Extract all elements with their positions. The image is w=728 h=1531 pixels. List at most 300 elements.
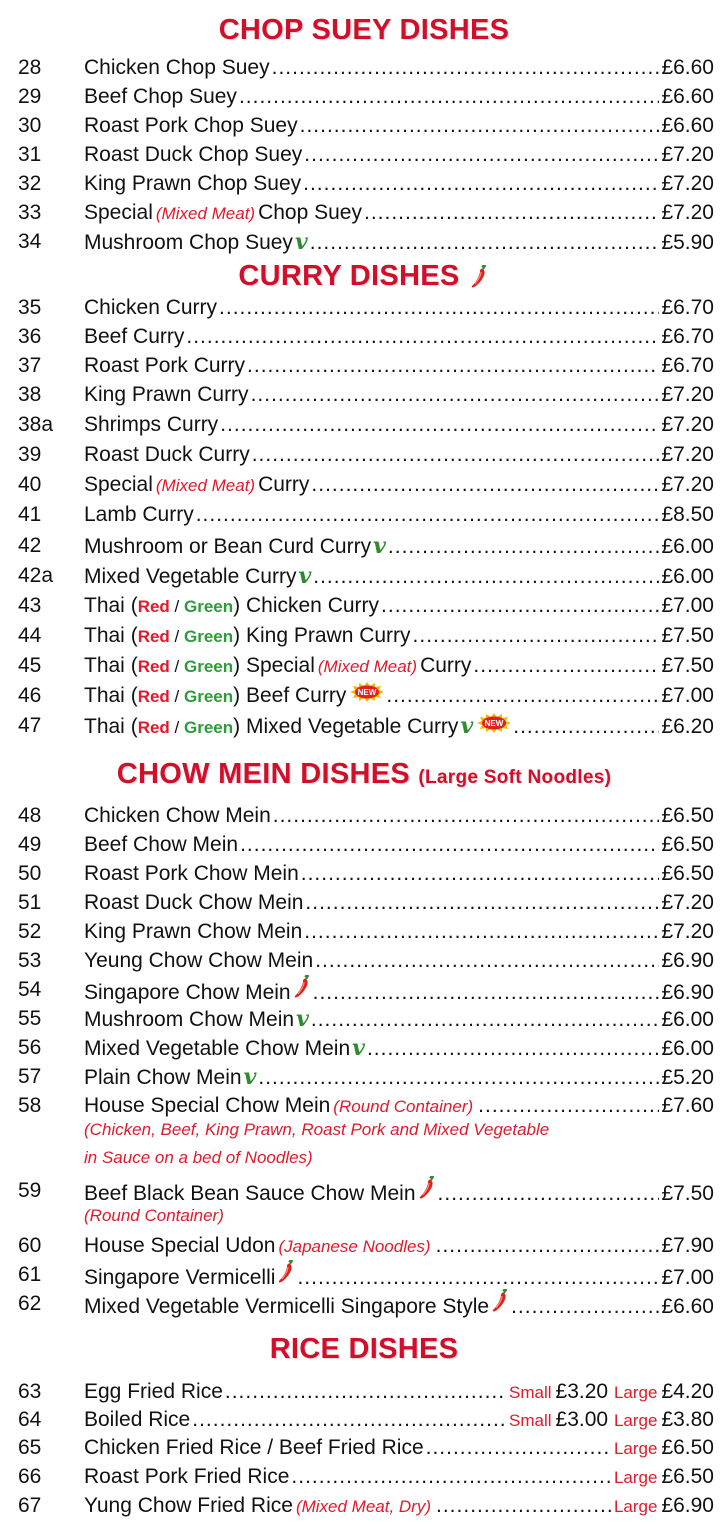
item-price: £6.90 xyxy=(661,981,714,1004)
menu-item xyxy=(0,946,728,976)
item-description xyxy=(84,859,714,889)
item-name: Beef Curry xyxy=(245,684,347,707)
item-price: £5.20 xyxy=(661,1066,714,1089)
item-name: Yung Chow Fried Rice xyxy=(84,1494,293,1517)
dot-leader xyxy=(300,111,660,141)
item-price: £6.50 xyxy=(661,804,714,827)
item-price: £7.20 xyxy=(661,473,714,496)
item-name: Beef Black Bean Sauce Chow Mein xyxy=(84,1182,416,1205)
menu-item xyxy=(0,681,728,711)
dot-leader xyxy=(225,1377,507,1407)
item-note: (Round Container) xyxy=(333,1097,474,1116)
item-description xyxy=(84,351,714,381)
item-name: Chicken Chop Suey xyxy=(84,56,270,79)
item-name: Beef Curry xyxy=(84,325,185,348)
item-price: £7.00 xyxy=(661,684,714,707)
item-description xyxy=(84,198,714,229)
item-number: 32 xyxy=(18,172,42,195)
item-number: 48 xyxy=(18,804,42,827)
size-label-small: Small xyxy=(509,1411,552,1430)
item-price: £6.00 xyxy=(661,1037,714,1060)
menu-item xyxy=(0,322,728,352)
option-red: Red xyxy=(137,657,170,676)
menu-item xyxy=(0,53,728,83)
item-number: 47 xyxy=(18,714,42,737)
menu-item xyxy=(0,1491,728,1521)
item-description xyxy=(84,169,714,199)
item-detail: (Chicken, Beef, King Prawn, Roast Pork and Mixed Vegetable xyxy=(84,1120,550,1139)
item-description xyxy=(84,1004,714,1035)
item-price: £6.70 xyxy=(661,354,714,377)
dot-leader xyxy=(301,859,660,889)
item-name: Mushroom Chop Suey xyxy=(84,231,293,254)
menu-item xyxy=(0,470,728,500)
item-price: £7.00 xyxy=(661,1266,714,1289)
dot-leader xyxy=(252,440,660,470)
item-number: 44 xyxy=(18,624,42,647)
menu-item xyxy=(0,500,728,530)
item-number: 51 xyxy=(18,891,42,914)
menu-item xyxy=(0,380,728,410)
paren: ( xyxy=(130,715,138,738)
item-name: House Special Udon xyxy=(84,1234,276,1257)
menu-item xyxy=(0,888,728,918)
item-description xyxy=(84,830,714,860)
item-description xyxy=(84,227,714,258)
item-price: £7.90 xyxy=(661,1234,714,1257)
item-price: £7.50 xyxy=(661,1182,714,1205)
item-number: 40 xyxy=(18,473,42,496)
item-number: 54 xyxy=(18,978,42,1001)
item-name-tail: Curry xyxy=(258,473,310,496)
item-prefix: Thai xyxy=(84,715,125,738)
item-price-small: £3.00 xyxy=(555,1408,609,1431)
item-number: 60 xyxy=(18,1234,42,1257)
item-name: King Prawn Curry xyxy=(84,383,249,406)
item-price: £6.00 xyxy=(661,1008,714,1031)
dot-leader xyxy=(315,946,659,976)
separator: / xyxy=(169,718,184,737)
vegetarian-icon: v xyxy=(294,229,308,255)
item-name: Mixed Vegetable Chow Mein xyxy=(84,1037,351,1060)
menu-item xyxy=(0,198,728,228)
item-name: Roast Pork Chop Suey xyxy=(84,114,298,137)
option-green: Green xyxy=(184,687,234,706)
option-red: Red xyxy=(137,627,170,646)
dot-leader xyxy=(388,532,660,562)
paren: ) xyxy=(233,684,241,707)
dot-leader xyxy=(303,169,659,199)
menu-item xyxy=(0,1462,728,1492)
item-description xyxy=(84,801,714,831)
item-description xyxy=(84,1289,714,1322)
menu-item xyxy=(0,830,728,860)
item-description xyxy=(84,380,714,410)
item-description xyxy=(84,946,714,976)
menu-item xyxy=(0,859,728,889)
separator: / xyxy=(169,627,184,646)
item-number: 61 xyxy=(18,1263,42,1286)
item-name: Roast Pork Curry xyxy=(84,354,246,377)
menu-item xyxy=(0,1433,728,1463)
vegetarian-icon: v xyxy=(373,533,386,559)
menu-item xyxy=(0,531,728,561)
item-price: £6.50 xyxy=(661,1465,714,1488)
dot-leader xyxy=(247,351,659,381)
item-price: £6.50 xyxy=(661,833,714,856)
item-name: Roast Pork Fried Rice xyxy=(84,1465,290,1488)
dot-leader xyxy=(311,1005,660,1035)
dot-leader xyxy=(386,681,659,711)
item-number: 49 xyxy=(18,833,42,856)
menu-item xyxy=(0,82,728,112)
item-note: (Mixed Meat, Dry) xyxy=(295,1497,432,1516)
item-description xyxy=(84,1491,714,1522)
section-title: RICE DISHES xyxy=(269,1333,459,1365)
item-name: Chicken Curry xyxy=(245,594,380,617)
item-number: 41 xyxy=(18,503,42,526)
dot-leader xyxy=(273,801,660,831)
section-title: CURRY DISHES xyxy=(238,260,460,292)
item-number: 30 xyxy=(18,114,42,137)
menu-item xyxy=(0,1033,728,1063)
item-description xyxy=(84,410,714,440)
item-price: £7.50 xyxy=(661,654,714,677)
size-label-small: Small xyxy=(509,1383,552,1402)
item-name: Mixed Vegetable Vermicelli Singapore Style xyxy=(84,1295,490,1318)
item-price: £6.90 xyxy=(661,1494,714,1517)
item-name: Mixed Vegetable Curry xyxy=(245,715,459,738)
item-name: Roast Duck Chop Suey xyxy=(84,143,303,166)
menu-item xyxy=(0,1004,728,1034)
dot-leader xyxy=(272,53,660,83)
item-description xyxy=(84,1462,714,1493)
item-name: King Prawn Curry xyxy=(245,624,411,647)
option-red: Red xyxy=(137,597,170,616)
item-number: 58 xyxy=(18,1094,42,1117)
new-badge-icon xyxy=(477,712,511,732)
item-price: £6.60 xyxy=(661,114,714,137)
menu-item xyxy=(0,140,728,170)
item-price: £6.70 xyxy=(661,325,714,348)
menu-item xyxy=(0,801,728,831)
section-title: CHOP SUEY DISHES xyxy=(218,14,510,46)
item-prefix: Thai xyxy=(84,624,125,647)
item-price: £7.20 xyxy=(661,443,714,466)
item-price: £7.20 xyxy=(661,920,714,943)
item-number: 36 xyxy=(18,325,42,348)
size-label-large: Large xyxy=(613,1468,658,1487)
item-name: Mixed Vegetable Curry xyxy=(84,565,297,588)
item-description xyxy=(84,140,714,170)
item-name: Beef Chow Mein xyxy=(84,833,239,856)
dot-leader xyxy=(219,293,659,323)
dot-leader xyxy=(251,380,660,410)
item-number: 62 xyxy=(18,1292,42,1315)
item-price: £8.50 xyxy=(661,503,714,526)
item-prefix: Thai xyxy=(84,654,125,677)
item-price: £6.00 xyxy=(661,535,714,558)
item-description xyxy=(84,591,714,622)
dot-leader xyxy=(381,591,659,621)
item-name: Egg Fried Rice xyxy=(84,1380,223,1403)
dot-leader xyxy=(513,712,659,742)
size-label-large: Large xyxy=(613,1411,658,1430)
dot-leader xyxy=(186,322,659,352)
item-price: £6.70 xyxy=(661,296,714,319)
item-name: Singapore Vermicelli xyxy=(84,1266,276,1289)
menu-item xyxy=(0,1377,728,1407)
dot-leader xyxy=(413,621,660,651)
dot-leader xyxy=(304,140,659,170)
vegetarian-icon: v xyxy=(296,1006,309,1032)
item-number: 46 xyxy=(18,684,42,707)
dot-leader xyxy=(436,1491,612,1521)
item-number: 39 xyxy=(18,443,42,466)
item-name: Roast Duck Chow Mein xyxy=(84,891,304,914)
menu-item xyxy=(0,917,728,947)
item-name: Special xyxy=(84,201,153,224)
item-number: 43 xyxy=(18,594,42,617)
item-name: Plain Chow Mein xyxy=(84,1066,242,1089)
item-description xyxy=(84,561,714,592)
item-price: £7.20 xyxy=(661,143,714,166)
item-price: £7.20 xyxy=(661,201,714,224)
item-description xyxy=(84,888,714,918)
size-label-large: Large xyxy=(613,1383,658,1402)
option-green: Green xyxy=(184,597,234,616)
item-name: Mushroom or Bean Curd Curry xyxy=(84,535,372,558)
paren: ) xyxy=(233,654,241,677)
item-description xyxy=(84,681,714,712)
item-name: Boiled Rice xyxy=(84,1408,191,1431)
menu-item xyxy=(0,711,728,741)
item-description xyxy=(84,917,714,947)
item-name: Roast Pork Chow Mein xyxy=(84,862,299,885)
vegetarian-icon: v xyxy=(298,563,312,589)
dot-leader xyxy=(258,1063,659,1093)
item-name: Chicken Fried Rice / Beef Fried Rice xyxy=(84,1436,424,1459)
dot-leader xyxy=(240,830,659,860)
dot-leader xyxy=(196,500,660,530)
chili-icon xyxy=(293,975,311,999)
item-name: Chicken Curry xyxy=(84,296,218,319)
dot-leader xyxy=(364,198,659,228)
item-number: 67 xyxy=(18,1494,42,1517)
item-name: Singapore Chow Mein xyxy=(84,981,291,1004)
item-price: £4.20 xyxy=(661,1380,714,1403)
dot-leader xyxy=(438,1179,660,1209)
menu-item xyxy=(0,1176,728,1206)
paren: ( xyxy=(130,594,138,617)
item-price: £6.50 xyxy=(661,862,714,885)
item-name: King Prawn Chop Suey xyxy=(84,172,302,195)
chili-icon xyxy=(277,1260,295,1284)
size-label-large: Large xyxy=(613,1439,658,1458)
item-number: 57 xyxy=(18,1065,42,1088)
item-name: Roast Duck Curry xyxy=(84,443,250,466)
item-price: £7.60 xyxy=(661,1094,714,1117)
item-description xyxy=(84,53,714,83)
item-number: 37 xyxy=(18,354,42,377)
svg-text:NEW: NEW xyxy=(484,719,504,728)
dot-leader xyxy=(220,410,659,440)
item-name: House Special Chow Mein xyxy=(84,1094,331,1117)
item-description xyxy=(84,1033,714,1064)
dot-leader xyxy=(239,82,660,112)
vegetarian-icon: v xyxy=(352,1035,365,1061)
item-number: 53 xyxy=(18,949,42,972)
menu-item xyxy=(0,293,728,323)
item-number: 35 xyxy=(18,296,42,319)
item-description xyxy=(84,711,714,743)
item-price: £6.00 xyxy=(661,565,714,588)
paren: ( xyxy=(130,654,138,677)
item-name: Lamb Curry xyxy=(84,503,194,526)
menu-item xyxy=(0,1062,728,1092)
option-red: Red xyxy=(137,687,170,706)
menu-item xyxy=(0,227,728,257)
item-name: King Prawn Chow Mein xyxy=(84,920,303,943)
item-price: £7.20 xyxy=(661,413,714,436)
dot-leader xyxy=(310,228,660,258)
item-detail: (Round Container) xyxy=(84,1206,224,1225)
item-description xyxy=(84,322,714,352)
item-price: £5.90 xyxy=(661,231,714,254)
item-number: 38a xyxy=(18,413,54,436)
item-name: Yeung Chow Chow Mein xyxy=(84,949,314,972)
item-name: Beef Chop Suey xyxy=(84,85,237,108)
item-price: £6.60 xyxy=(661,85,714,108)
item-name-tail: Curry xyxy=(420,654,472,677)
item-number: 28 xyxy=(18,56,42,79)
item-number: 34 xyxy=(18,230,42,253)
item-number: 42a xyxy=(18,564,54,587)
size-label-large: Large xyxy=(613,1497,658,1516)
item-note: (Japanese Noodles) xyxy=(278,1237,431,1256)
menu-item xyxy=(0,1289,728,1319)
item-number: 55 xyxy=(18,1007,42,1030)
dot-leader xyxy=(367,1034,659,1064)
dot-leader xyxy=(436,1231,660,1261)
menu-item xyxy=(0,621,728,651)
item-price: £7.50 xyxy=(661,624,714,647)
menu-item xyxy=(0,111,728,141)
item-description xyxy=(84,621,714,652)
paren: ( xyxy=(130,624,138,647)
item-price: £6.50 xyxy=(661,1436,714,1459)
paren: ) xyxy=(233,624,241,647)
item-number: 52 xyxy=(18,920,42,943)
item-price: £7.20 xyxy=(661,172,714,195)
chili-icon xyxy=(491,1289,509,1313)
item-price: £6.60 xyxy=(661,56,714,79)
item-price-small: £3.20 xyxy=(555,1380,609,1403)
item-number: 65 xyxy=(18,1436,42,1459)
item-number: 33 xyxy=(18,201,42,224)
item-description xyxy=(84,1405,714,1436)
item-note: (Mixed Meat) xyxy=(317,657,418,676)
section-heading xyxy=(0,260,728,293)
item-description xyxy=(84,1231,714,1262)
item-number: 38 xyxy=(18,383,42,406)
menu-item xyxy=(0,561,728,591)
menu-item xyxy=(0,651,728,681)
item-price: £7.00 xyxy=(661,594,714,617)
item-number: 59 xyxy=(18,1179,42,1202)
vegetarian-icon: v xyxy=(243,1064,257,1090)
item-description xyxy=(84,293,714,323)
menu-item xyxy=(0,591,728,621)
item-price: £6.20 xyxy=(661,715,714,738)
dot-leader xyxy=(311,470,659,500)
item-prefix: Thai xyxy=(84,594,125,617)
item-price: £3.80 xyxy=(661,1408,714,1431)
option-green: Green xyxy=(184,657,234,676)
item-description xyxy=(84,82,714,112)
item-price: £7.20 xyxy=(661,891,714,914)
item-description xyxy=(84,440,714,470)
item-number: 45 xyxy=(18,654,42,677)
menu-item xyxy=(0,351,728,381)
item-description xyxy=(84,500,714,530)
chili-icon xyxy=(418,1176,436,1200)
dot-leader xyxy=(426,1433,612,1463)
section-title: CHOW MEIN DISHES xyxy=(116,758,410,790)
item-description xyxy=(84,1377,714,1408)
item-description xyxy=(84,1433,714,1464)
section-heading xyxy=(0,14,728,47)
option-green: Green xyxy=(184,627,234,646)
menu-item xyxy=(0,1405,728,1435)
menu-item xyxy=(0,975,728,1005)
separator: / xyxy=(169,687,184,706)
item-note: (Mixed Meat) xyxy=(155,476,256,495)
dot-leader xyxy=(304,917,659,947)
section-subtitle: (Large Soft Noodles) xyxy=(418,767,612,788)
item-number: 31 xyxy=(18,143,42,166)
item-number: 64 xyxy=(18,1408,42,1431)
dot-leader xyxy=(511,1292,659,1322)
chili-icon xyxy=(468,264,490,288)
new-badge-icon xyxy=(350,681,384,701)
item-description xyxy=(84,111,714,141)
option-red: Red xyxy=(137,718,170,737)
item-name: Special xyxy=(84,473,153,496)
menu-item xyxy=(0,410,728,440)
item-detail: in Sauce on a bed of Noodles) xyxy=(84,1148,313,1167)
item-price: £7.20 xyxy=(661,383,714,406)
item-name: Shrimps Curry xyxy=(84,413,219,436)
separator: / xyxy=(169,657,184,676)
item-description xyxy=(84,531,714,562)
svg-text:NEW: NEW xyxy=(358,688,377,697)
dot-leader xyxy=(291,1462,612,1492)
menu-item xyxy=(0,440,728,470)
item-name: Mushroom Chow Mein xyxy=(84,1008,295,1031)
item-description xyxy=(84,651,714,682)
item-number: 56 xyxy=(18,1036,42,1059)
dot-leader xyxy=(473,651,659,681)
item-price: £6.90 xyxy=(661,949,714,972)
vegetarian-icon: v xyxy=(460,713,474,739)
paren: ) xyxy=(233,715,241,738)
separator: / xyxy=(169,597,184,616)
item-prefix: Thai xyxy=(84,684,125,707)
item-description xyxy=(84,470,714,501)
item-price: £6.60 xyxy=(661,1295,714,1318)
item-description xyxy=(84,1062,714,1093)
